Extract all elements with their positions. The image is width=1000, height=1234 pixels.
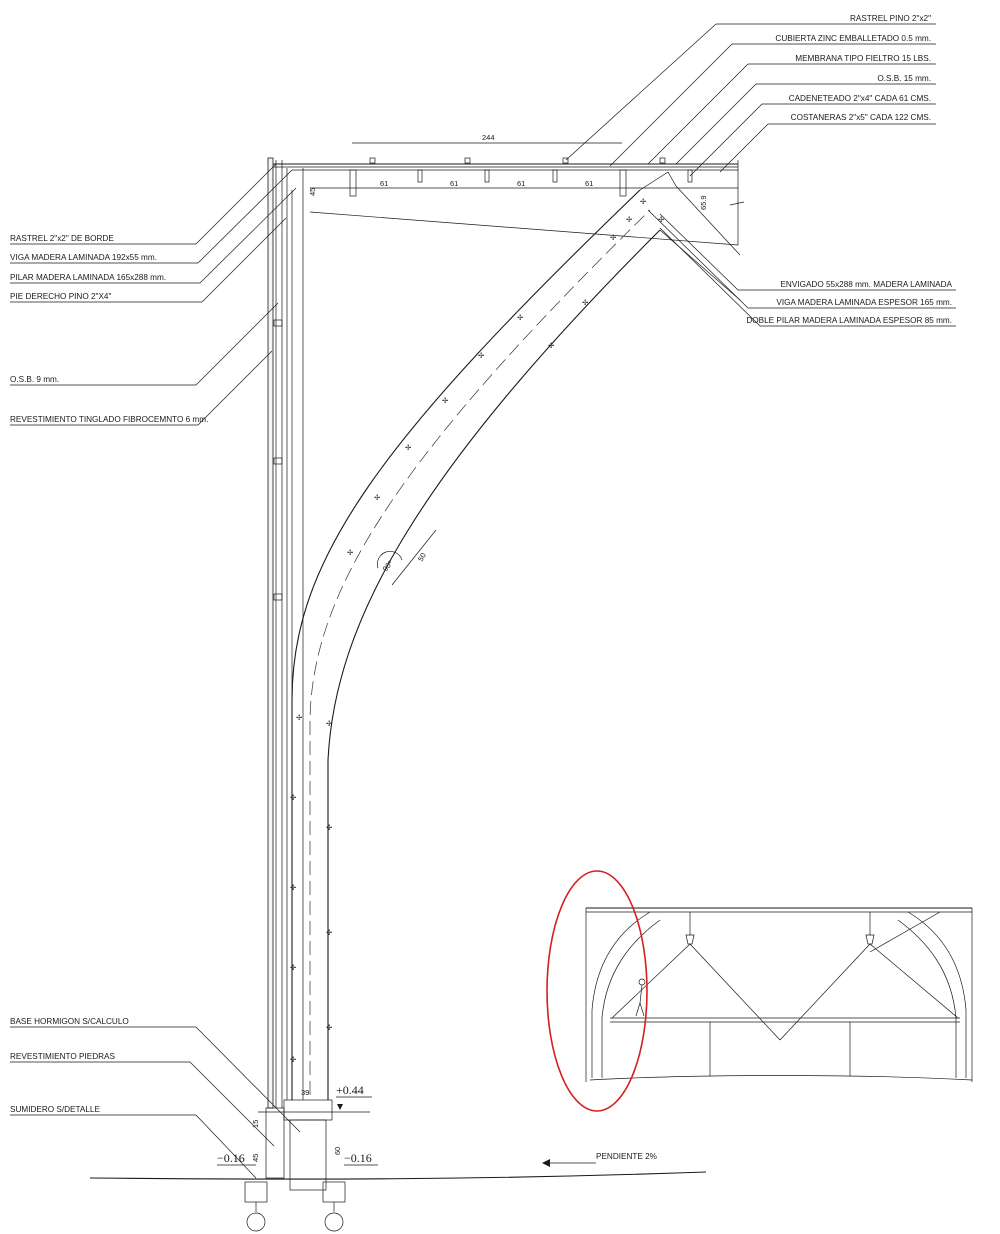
label-sumidero: SUMIDERO S/DETALLE	[10, 1105, 100, 1114]
dim-spacing-3: 61	[517, 179, 526, 188]
dim-spacing-1: 61	[380, 179, 389, 188]
dim-roof-depth: 65.9	[699, 195, 708, 210]
label-pilar-165: PILAR MADERA LAMINADA 165x288 mm.	[10, 273, 167, 282]
svg-text:✢: ✢	[290, 793, 297, 802]
roof-assembly	[272, 133, 744, 245]
label-revestimiento-tinglado: REVESTIMIENTO TINGLADO FIBROCEMNTO 6 mm.	[10, 415, 209, 424]
svg-text:✢: ✢	[405, 443, 412, 452]
svg-text:✢: ✢	[290, 883, 297, 892]
label-rastrel-pino: RASTREL PINO 2"x2"	[849, 14, 931, 23]
svg-text:✢: ✢	[658, 215, 665, 224]
left-bottom-labels	[10, 1017, 129, 1114]
label-osb-9: O.S.B. 9 mm.	[10, 375, 60, 384]
level-ground-left: −0.16	[217, 1151, 245, 1165]
battens	[370, 158, 665, 163]
label-envigado: ENVIGADO 55x288 mm. MADERA LAMINADA	[780, 280, 952, 289]
dim-span: 244	[482, 133, 495, 142]
svg-text:✢: ✢	[296, 713, 303, 722]
svg-text:✢: ✢	[290, 963, 297, 972]
svg-text:✢: ✢	[517, 313, 524, 322]
svg-text:✢: ✢	[478, 351, 485, 360]
svg-text:✢: ✢	[326, 719, 333, 728]
angle-label: 90º	[380, 559, 395, 574]
label-cubierta-zinc: CUBIERTA ZINC EMBALLETADO 0.5 mm.	[775, 34, 931, 43]
label-pie-derecho: PIE DERECHO PINO 2"X4"	[10, 292, 112, 301]
svg-text:✢: ✢	[290, 1055, 297, 1064]
svg-text:✢: ✢	[326, 928, 333, 937]
right-mid-labels	[746, 280, 952, 325]
label-membrana: MEMBRANA TIPO FIELTRO 15 LBS.	[795, 54, 931, 63]
level-ground-right: −0.16	[344, 1151, 372, 1165]
leader-lines	[10, 24, 956, 1178]
dim-base-60: 60	[333, 1146, 342, 1155]
svg-text:✢: ✢	[626, 215, 633, 224]
drain-fittings	[245, 1182, 345, 1231]
overview-section-thumbnail	[547, 871, 972, 1111]
svg-text:✢: ✢	[374, 493, 381, 502]
svg-text:✢: ✢	[442, 396, 449, 405]
dim-base-45: 45	[251, 1153, 260, 1162]
label-osb-15: O.S.B. 15 mm.	[877, 74, 931, 83]
label-doble-pilar: DOBLE PILAR MADERA LAMINADA ESPESOR 85 mm.	[746, 316, 952, 325]
right-top-labels	[775, 14, 931, 122]
svg-text:✢: ✢	[582, 298, 589, 307]
label-base-hormigon: BASE HORMIGON S/CALCULO	[10, 1017, 129, 1026]
svg-text:✢: ✢	[326, 1023, 333, 1032]
dim-curve: 50	[415, 551, 428, 563]
svg-text:✢: ✢	[548, 341, 555, 350]
left-mid-labels	[10, 375, 208, 424]
dim-spacing-4: 61	[585, 179, 594, 188]
label-rastrel-borde: RASTREL 2"x2" DE BORDE	[10, 234, 114, 243]
bolt-pattern	[290, 197, 665, 1064]
svg-text:✢: ✢	[326, 823, 333, 832]
dim-base-39: 39	[301, 1088, 310, 1097]
left-wall	[268, 158, 303, 1108]
label-costaneras: COSTANERAS 2"x5" CADA 122 CMS.	[790, 113, 931, 122]
label-viga-165: VIGA MADERA LAMINADA ESPESOR 165 mm.	[776, 298, 952, 307]
label-revestimiento-piedras: REVESTIMIENTO PIEDRAS	[10, 1052, 115, 1061]
svg-text:✢: ✢	[347, 548, 354, 557]
dim-beam-45: 45	[308, 187, 317, 196]
dim-base-15: 15	[251, 1119, 260, 1128]
dim-spacing-2: 61	[450, 179, 459, 188]
label-viga-192: VIGA MADERA LAMINADA 192x55 mm.	[10, 253, 157, 262]
level-top-base: +0.44	[336, 1083, 364, 1097]
label-cadeneteado: CADENETEADO 2"x4" CADA 61 CMS.	[788, 94, 931, 103]
slope-label: PENDIENTE 2%	[596, 1152, 657, 1161]
svg-text:✢: ✢	[610, 233, 617, 242]
highlight-ellipse	[547, 871, 647, 1111]
svg-text:✢: ✢	[640, 197, 647, 206]
